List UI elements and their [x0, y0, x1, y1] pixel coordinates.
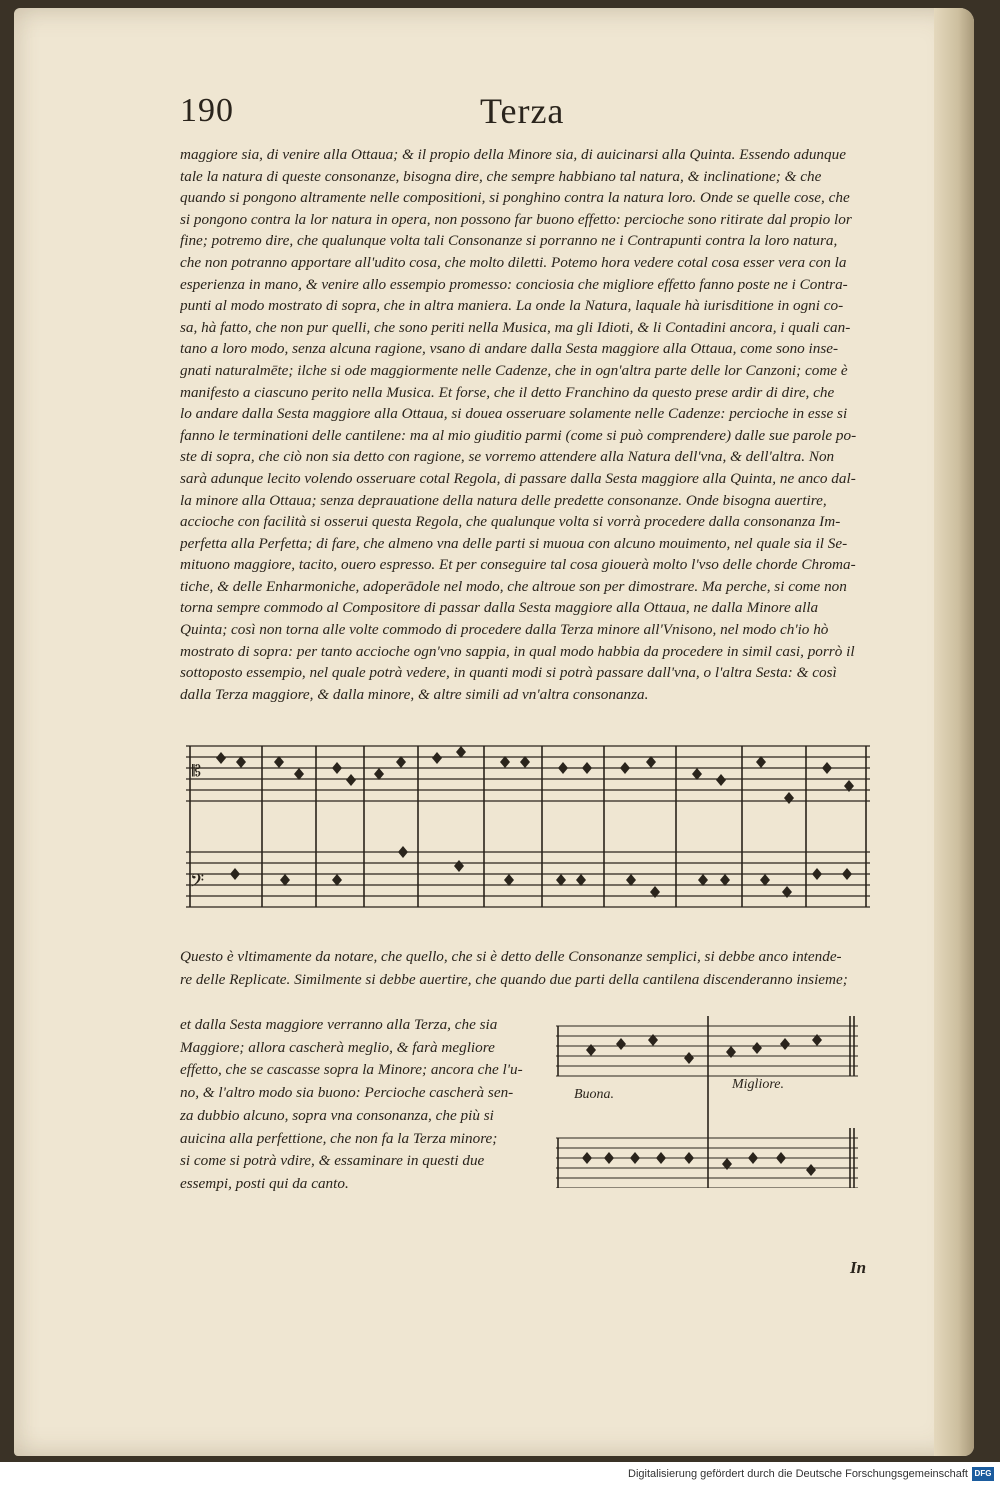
- text-line: accioche con facilità si osserui questa Regola, che qualunque volta si vorrà procedere dalla consonanza Im-: [180, 513, 841, 531]
- text-line: mostrato di sopra: per tanto accioche ogn'vno sappia, in qual modo habbia da procedere in simil casi, porrò il: [180, 642, 855, 660]
- text-line: la minore alla Ottaua; senza deprauatione della natura delle predette consonanze. Onde bisogna auertire,: [180, 491, 827, 509]
- text-line: perfetta alla Perfetta; di fare, che almeno vna delle parti si muoua con alcuno mouimento, nel quale sia il Se-: [180, 534, 848, 552]
- text-line: dalla Terza maggiore, & dalla minore, & altre simili ad vn'altra consonanza.: [180, 685, 649, 703]
- music-example-small: [552, 1012, 864, 1188]
- text-line: et dalla Sesta maggiore verranno alla Terza, che sia: [180, 1016, 498, 1033]
- f-clef-icon: 𝄢: [190, 870, 205, 895]
- text-line: fanno le terminationi delle cantilene: ma al mio giuditio parmi (come si può comprendere) dalle sue parole po-: [180, 426, 857, 444]
- text-line: essempi, posti qui da canto.: [180, 1174, 349, 1192]
- text-line: tiche, & delle Enharmoniche, adoperādole nel modo, che altroue son per dimostrare. Ma perche, si come non: [180, 577, 847, 595]
- closing-paragraph: [180, 946, 872, 991]
- text-line: sarà adunque lecito volendo osseruare cotal Regola, di passare dalla Sesta maggiore alla Quinta, ne anco dal-: [180, 469, 856, 487]
- c-clef-icon: 𝄡: [192, 763, 201, 780]
- digitization-footer: [0, 1462, 1000, 1491]
- dfg-logo: DFG: [972, 1467, 994, 1481]
- music-example-large: [186, 740, 870, 912]
- text-line: si come si potrà vdire, & essaminare in questi due: [180, 1152, 485, 1170]
- migliore-label: Migliore.: [732, 1077, 784, 1092]
- text-line: za dubbio alcuno, sopra vna consonanza, che più si: [180, 1106, 494, 1124]
- closing-paragraph-column: [180, 1014, 540, 1196]
- small-notes: [582, 1034, 822, 1176]
- text-line: lo andare dalla Sesta maggiore alla Ottaua, si doueа osseruare solamente nelle Cadenze: percioche in esse si: [180, 405, 848, 423]
- text-line: punti al modo mostrato di sopra, che in altra maniera. La onde la Natura, laquale hà iurisditione in ogni co-: [180, 297, 844, 315]
- upper-notes: [216, 746, 854, 804]
- page-header: [180, 92, 580, 142]
- text-line: ste di sopra, che ciò non sia detto con ragione, se vorremo attendere alla Natura dell'vna, & dell'altra. Non: [180, 448, 835, 466]
- text-line: re delle Replicate. Similmente si debbe auertire, che quando due parti della cantilena discenderanno insieme;: [180, 970, 848, 988]
- text-line: Questo è vltimamente da notare, che quello, che si è detto delle Consonanze semplici, si debbe anco intende-: [180, 948, 842, 965]
- lower-notes: [230, 846, 852, 898]
- text-line: che non potranno apportare all'udito cosa, che molto diletti. Potemo hora vedere cotal cosa esser vera con la: [180, 253, 847, 271]
- text-line: tano a loro modo, senza alcuna ragione, vsano di andare dalla Sesta maggiore alla Ottaua, come sono inse-: [180, 340, 839, 358]
- text-line: maggiore sia, di venire alla Ottaua; & il propio della Minore sia, di auicinarsi alla Quinta. Essendo adunque: [180, 146, 846, 163]
- text-line: tale la natura di queste consonanze, bisogna dire, che sempre habbiano tal natura, & inclinatione; & che: [180, 167, 822, 185]
- text-line: effetto, che se cascasse sopra la Minore; ancora che l'u-: [180, 1061, 523, 1079]
- upper-staff: [186, 746, 870, 801]
- page-edge: [934, 8, 974, 1456]
- text-line: torna sempre commodo al Compositore di passar dalla Sesta maggiore alla Ottaua, ne dalla Minore alla: [180, 599, 819, 617]
- page-number: 190: [180, 92, 234, 129]
- text-line: quando si pongono altramente nelle compositioni, si ponghino contra la natura loro. Onde se quelle cose, che: [180, 189, 850, 207]
- text-line: sottoposto essempio, nel quale potrà vedere, in quanti modi si potrà passare dall'vna, o l'altra Sesta: & così: [180, 664, 837, 682]
- main-text-block: [180, 144, 872, 705]
- running-title: Terza: [480, 91, 565, 131]
- footer-credit: Digitalisierung gefördert durch die Deutsche Forschungsgemeinschaft: [628, 1468, 968, 1480]
- text-line: sa, hà fatto, che non pur quelli, che sono periti nella Musica, ma gli Idioti, & li Contadini ancora, i quali can-: [180, 318, 851, 336]
- text-line: mituono maggiore, tacito, ouero espresso. Et per conseguire tal cosa giouerà molto l'vso delle chorde Chroma-: [180, 556, 856, 574]
- text-line: Maggiore; allora cascherà meglio, & farà megliore: [180, 1038, 495, 1056]
- text-line: esperienza in mano, & venire allo essempio promesso: conciosia che migliore effetto fanno poste ne i Contra-: [180, 275, 848, 293]
- small-staff-top: [556, 1026, 858, 1188]
- text-line: manifesto a ciascuno perito nella Musica. Et forse, che il detto Franchino da questo prese ardir di dire, che: [180, 383, 835, 401]
- text-line: gnati naturalmēte; ilche si ode maggiormente nelle Cadenze, che in ogn'altra parte delle lor Canzoni; come è: [180, 361, 848, 379]
- text-line: Quinta; così non torna alle volte commodo di procedere dalla Terza minore all'Vnisono, nel modo ch'io hò: [180, 621, 829, 639]
- small-barlines: [558, 1016, 854, 1188]
- buona-label: Buona.: [574, 1087, 615, 1102]
- text-line: no, & l'altro modo sia buono: Percioche cascherà sen-: [180, 1084, 514, 1102]
- text-line: fine; potremo dire, che qualunque volta tali Consonanze si porranno ne i Contrapunti contra la loro natura,: [180, 232, 838, 250]
- catchword: In: [850, 1258, 867, 1277]
- text-line: si pongono contra la lor natura in opera, non possono far buono effetto: percioche sono ritirate dal propio lor: [180, 210, 852, 228]
- text-line: auicina alla perfettione, che non fa la Terza minore;: [180, 1129, 498, 1147]
